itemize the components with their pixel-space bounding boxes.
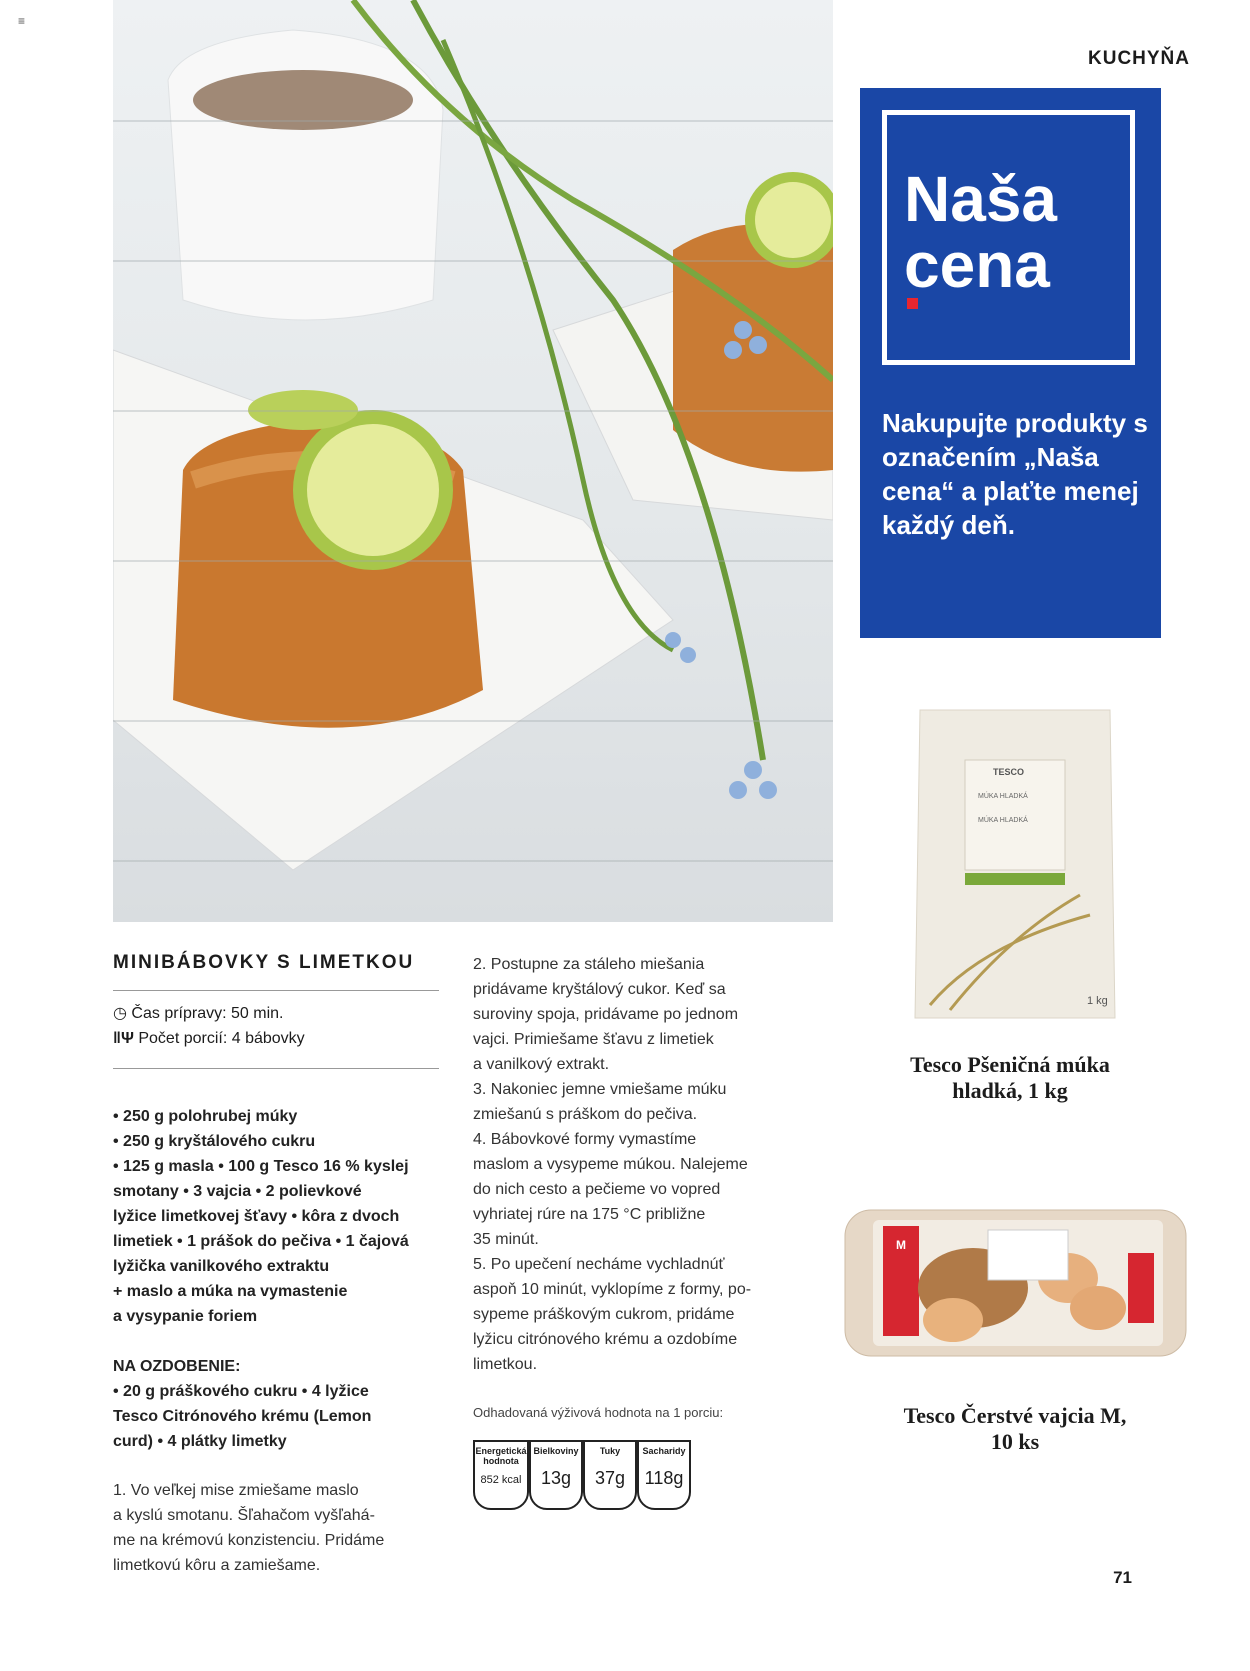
ingredient-line: a vysypanie foriem xyxy=(113,1308,258,1325)
flour-package xyxy=(910,705,1120,1023)
step-line: 1. Vo veľkej mise zmiešame maslo xyxy=(113,1482,359,1499)
nutrition-fat xyxy=(583,1440,637,1510)
nutrition-energy xyxy=(473,1440,529,1510)
decoration-title: NA OZDOBENIE: xyxy=(113,1358,241,1375)
step-line: me na krémovú konzistenciu. Pridáme xyxy=(113,1532,385,1549)
ingredient-line: • 125 g masla • 100 g Tesco 16 % kyslej xyxy=(113,1158,409,1175)
eggs-name-line1: Tesco Čerstvé vajcia M, xyxy=(903,1403,1127,1428)
ingredient-line: lyžička vanilkového extraktu xyxy=(113,1258,330,1275)
nutrition-label: Energetická hodnota xyxy=(475,1446,527,1466)
portions xyxy=(113,1026,305,1051)
step-line: vajci. Primiešame šťavu z limetiek xyxy=(473,1031,714,1048)
step-line: pridávame kryštálový cukor. Keď sa xyxy=(473,981,726,998)
flour-weight: 1 kg xyxy=(1087,995,1108,1007)
nutrition-label: Sacharidy xyxy=(642,1446,686,1456)
menu-icon[interactable]: ≡ xyxy=(18,14,26,28)
nutrition-value: 852 kcal xyxy=(480,1474,522,1486)
flour-pack-line1: MÚKA HLADKÁ xyxy=(978,793,1028,800)
promo-title xyxy=(904,163,1057,309)
step-line: 5. Po upečení necháme vychladnúť xyxy=(473,1256,725,1273)
decoration-line: • 20 g práškového cukru • 4 lyžice xyxy=(113,1383,369,1400)
eggs-product-name xyxy=(860,1403,1170,1455)
nutrition-label: Bielkoviny xyxy=(533,1446,579,1456)
nutrition-table xyxy=(473,1440,693,1512)
clock-icon: ◷ xyxy=(113,1005,127,1022)
step-line: limetkovú kôru a zamiešame. xyxy=(113,1557,321,1574)
nutrition-value: 37g xyxy=(594,1468,626,1488)
cutlery-icon: ǁΨ xyxy=(113,1030,134,1047)
cake-illustration xyxy=(113,0,833,922)
decoration-line: curd) • 4 plátky limetky xyxy=(113,1433,287,1450)
ingredient-line: smotany • 3 vajcia • 2 polievkové xyxy=(113,1183,362,1200)
prep-time-text: Čas prípravy: 50 min. xyxy=(131,1005,284,1022)
recipe-photo xyxy=(113,0,833,922)
step-line: vyhriatej rúre na 175 °C približne xyxy=(473,1206,706,1223)
step-1 xyxy=(113,1478,453,1578)
nutrition-carbs xyxy=(637,1440,691,1510)
nutrition-value: 118g xyxy=(644,1468,684,1488)
step-line: suroviny spoja, pridávame po jednom xyxy=(473,1006,739,1023)
nutrition-value: 13g xyxy=(540,1468,572,1488)
ingredient-line: • 250 g polohrubej múky xyxy=(113,1108,298,1125)
promo-banner xyxy=(860,88,1161,638)
ingredient-line: + maslo a múka na vymastenie xyxy=(113,1283,348,1300)
promo-text: Nakupujte produkty s označením „Naša cena“ a plaťte menej každý deň. xyxy=(882,408,1148,540)
step-line: aspoň 10 minút, vyklopíme z formy, po- xyxy=(473,1281,752,1298)
step-line: a kyslú smotanu. Šľahačom vyšľahá- xyxy=(113,1507,375,1524)
ingredient-line: • 250 g kryštálového cukru xyxy=(113,1133,316,1150)
flour-name-line1: Tesco Pšeničná múka xyxy=(910,1052,1110,1077)
eggs-name-line2: 10 ks xyxy=(990,1429,1040,1454)
page-number: 71 xyxy=(1113,1568,1132,1587)
step-line: 35 minút. xyxy=(473,1231,539,1248)
divider-bottom xyxy=(113,1068,439,1069)
decoration-section xyxy=(113,1354,453,1454)
step-line: 4. Bábovkové formy vymastíme xyxy=(473,1131,697,1148)
eggs-badge: M xyxy=(896,1238,906,1252)
ingredients-list xyxy=(113,1104,453,1329)
eggs-package xyxy=(843,1208,1188,1358)
section-label: KUCHYŇA xyxy=(1088,48,1190,69)
promo-title-line2: cena xyxy=(904,229,1050,301)
step-line: do nich cesto a pečieme vo vopred xyxy=(473,1181,721,1198)
flour-name-line2: hladká, 1 kg xyxy=(952,1078,1068,1103)
flour-pack-line2: MÚKA HLADKÁ xyxy=(978,817,1028,824)
portions-text: Počet porcií: 4 bábovky xyxy=(138,1030,305,1047)
ingredient-line: lyžice limetkovej šťavy • kôra z dvoch xyxy=(113,1208,400,1225)
recipe-title: MINIBÁBOVKY S LIMETKOU xyxy=(113,952,415,973)
nutrition-label: Tuky xyxy=(599,1446,621,1456)
flour-product-name xyxy=(860,1052,1160,1104)
step-line: maslom a vysypeme múkou. Nalejeme xyxy=(473,1156,748,1173)
flour-brand: TESCO xyxy=(993,767,1025,777)
ingredient-line: limetiek • 1 prášok do pečiva • 1 čajová xyxy=(113,1233,409,1250)
step-line: zmiešanú s práškom do pečiva. xyxy=(473,1106,698,1123)
promo-title-line1: Naša xyxy=(904,163,1057,235)
divider-top xyxy=(113,990,439,991)
step-line: 3. Nakoniec jemne vmiešame múku xyxy=(473,1081,727,1098)
step-line: 2. Postupne za stáleho miešania xyxy=(473,956,705,973)
decoration-line: Tesco Citrónového krému (Lemon xyxy=(113,1408,372,1425)
step-line: limetkou. xyxy=(473,1356,538,1373)
nutrition-protein xyxy=(529,1440,583,1510)
step-line: a vanilkový extrakt. xyxy=(473,1056,610,1073)
steps-2-5 xyxy=(473,952,813,1377)
step-line: sypeme práškovým cukrom, pridáme xyxy=(473,1306,735,1323)
step-line: lyžicu citrónového krému a ozdobíme xyxy=(473,1331,738,1348)
prep-time xyxy=(113,1001,283,1026)
nutrition-caption: Odhadovaná výživová hodnota na 1 porciu: xyxy=(473,1405,724,1420)
